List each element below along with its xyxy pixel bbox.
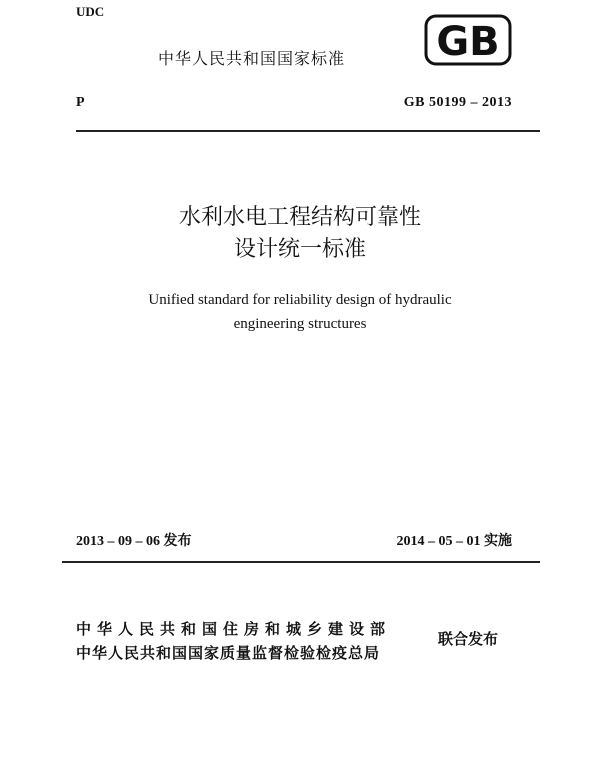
implementation-date: 2014 – 05 – 01 实施 bbox=[396, 534, 512, 549]
national-standard-heading: 中华人民共和国国家标准 bbox=[158, 49, 346, 68]
gb-logo-text: GB bbox=[436, 19, 500, 65]
title-en-line2: engineering structures bbox=[233, 316, 367, 332]
title-en-line1: Unified standard for reliability design of hydraulic bbox=[148, 292, 452, 308]
title-cn-line2: 设计统一标准 bbox=[233, 237, 366, 262]
category-code: P bbox=[76, 95, 85, 110]
issuer-ministry: 中华人民共和国住房和城乡建设部 bbox=[76, 620, 392, 638]
top-divider bbox=[76, 130, 540, 132]
issue-date: 2013 – 09 – 06 发布 bbox=[76, 534, 192, 549]
joint-issue-label: 联合发布 bbox=[438, 630, 499, 648]
gb-logo bbox=[424, 14, 512, 66]
bottom-divider bbox=[62, 561, 540, 563]
standard-number: GB 50199 – 2013 bbox=[403, 95, 512, 110]
udc-label: UDC bbox=[76, 4, 105, 19]
title-cn-line1: 水利水电工程结构可靠性 bbox=[178, 205, 421, 230]
issuer-aqsiq: 中华人民共和国国家质量监督检验检疫总局 bbox=[76, 644, 381, 662]
